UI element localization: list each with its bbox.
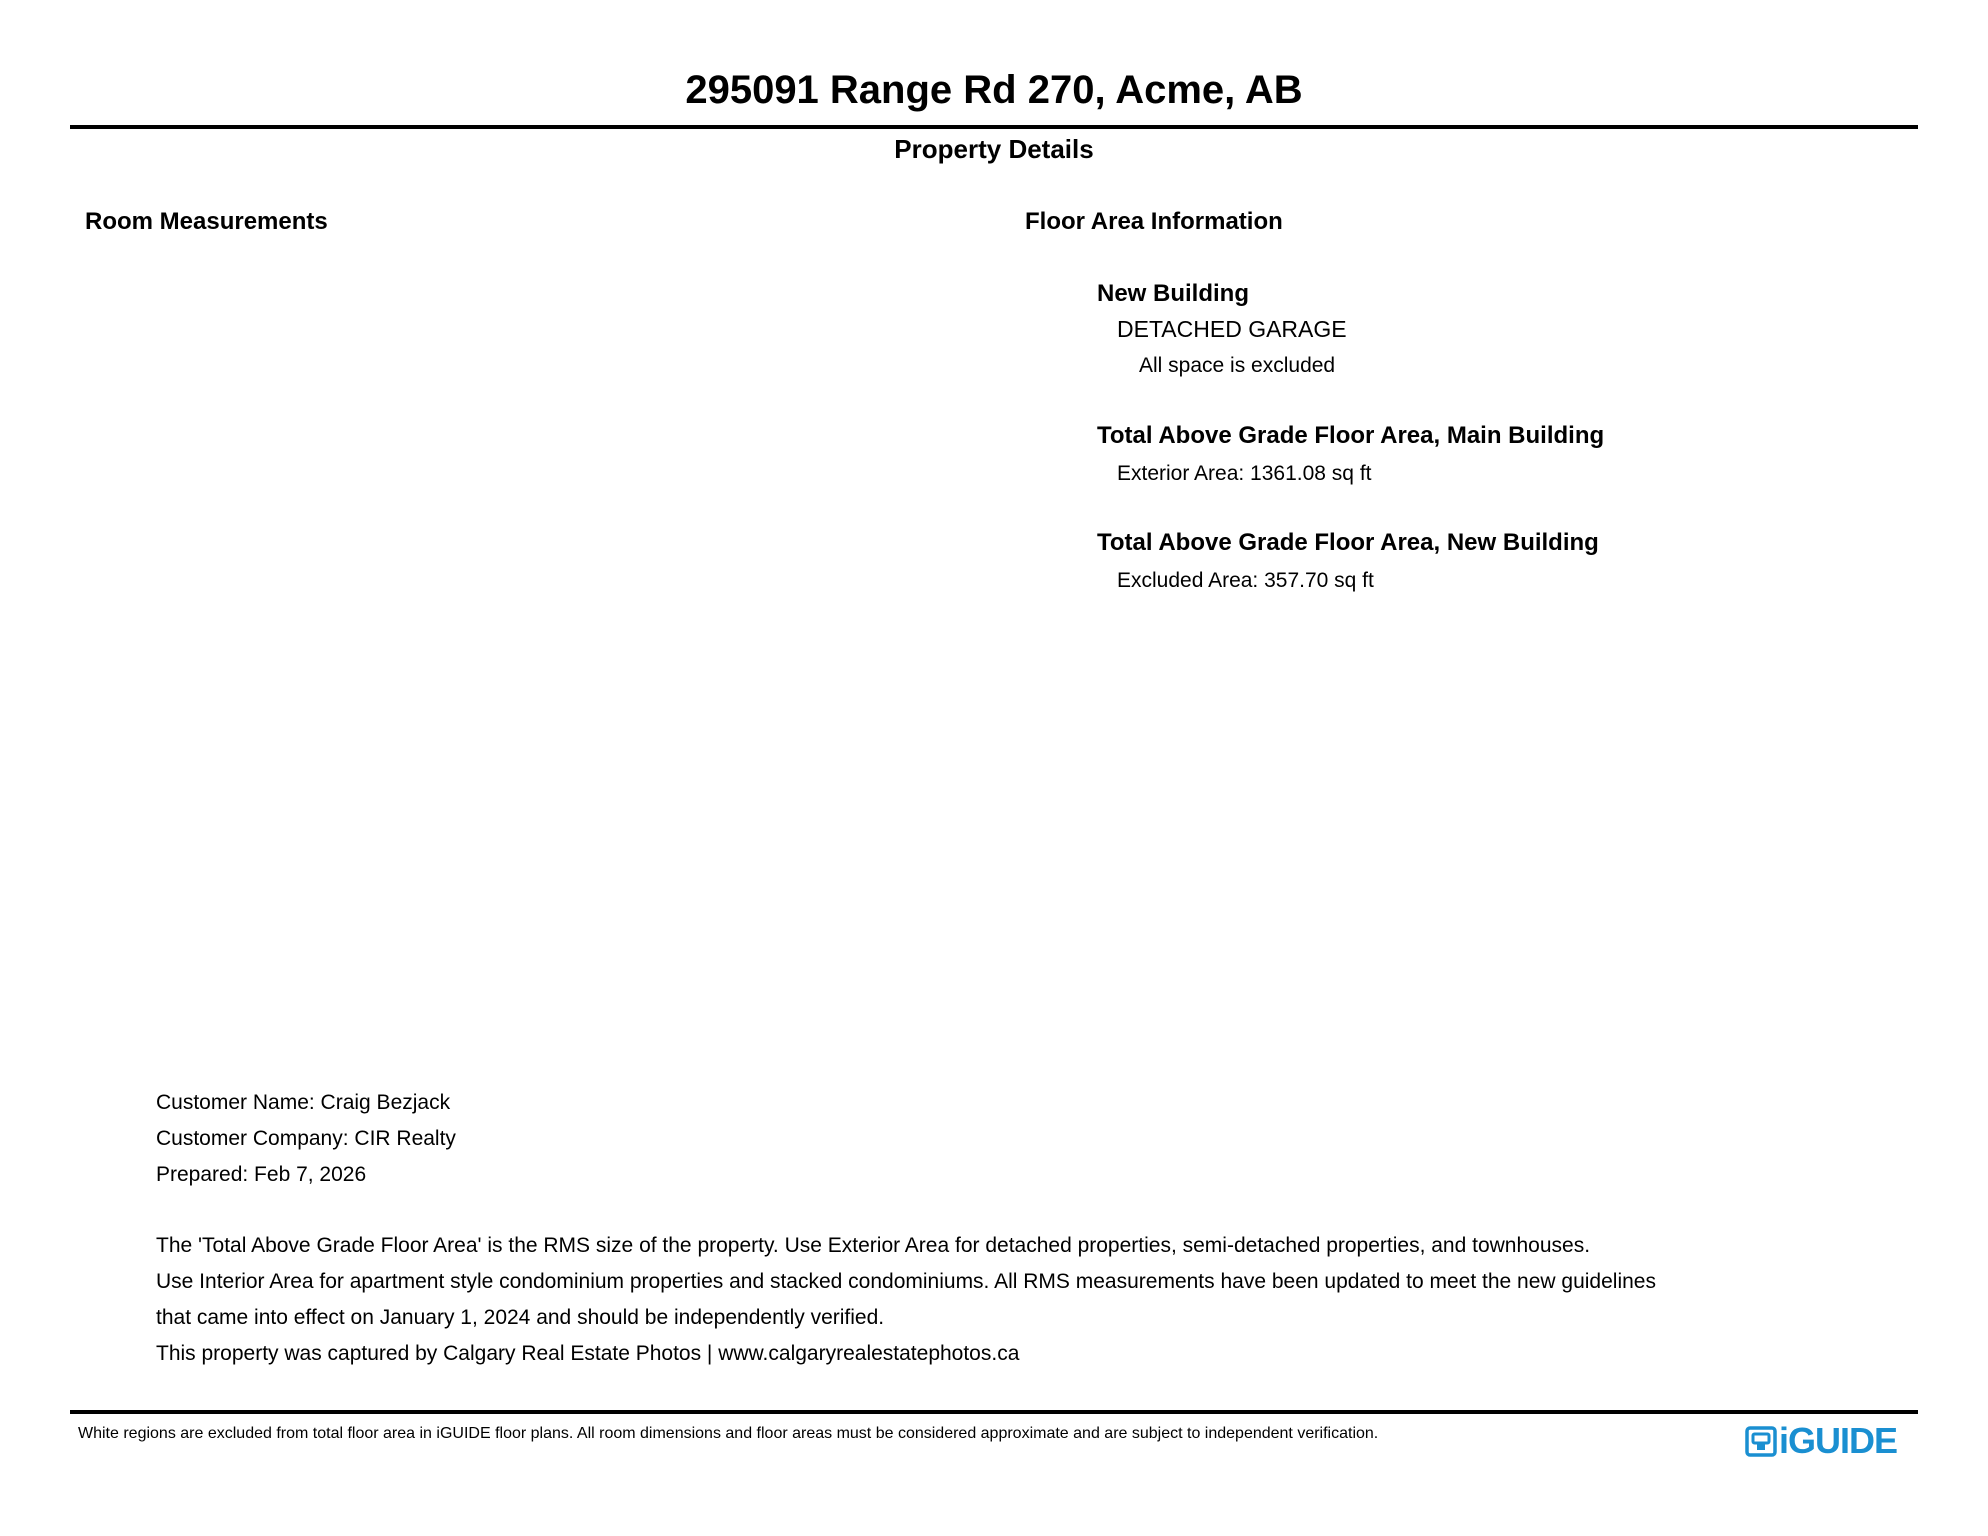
total-main-value: Exterior Area: 1361.08 sq ft xyxy=(1117,462,1372,485)
detached-garage-label: DETACHED GARAGE xyxy=(1117,316,1347,342)
total-new-value: Excluded Area: 357.70 sq ft xyxy=(1117,569,1374,592)
footer-divider xyxy=(70,1410,1918,1414)
iguide-logo-text: iGUIDE xyxy=(1779,1420,1898,1461)
notes-line-1: The 'Total Above Grade Floor Area' is the RMS size of the property. Use Exterior Area for detached properties, semi-detached properties, and townhouses. xyxy=(156,1234,1591,1257)
total-main-title: Total Above Grade Floor Area, Main Building xyxy=(1097,422,1605,449)
page-subtitle: Property Details xyxy=(894,134,1094,164)
total-new-title: Total Above Grade Floor Area, New Building xyxy=(1097,529,1599,556)
page-title: 295091 Range Rd 270, Acme, AB xyxy=(685,68,1303,112)
iguide-logo-icon xyxy=(1745,1424,1777,1458)
iguide-logo xyxy=(1745,1420,1897,1462)
notes-line-2: Use Interior Area for apartment style condominium properties and stacked condominiums. All RMS measurements have been updated to meet the new guidelines xyxy=(156,1270,1656,1293)
customer-company: Customer Company: CIR Realty xyxy=(156,1127,456,1150)
header-divider xyxy=(70,125,1918,129)
notes-line-4: This property was captured by Calgary Real Estate Photos | www.calgaryrealestatephotos.ca xyxy=(156,1342,1020,1365)
footer-disclaimer: White regions are excluded from total floor area in iGUIDE floor plans. All room dimensions and floor areas must be considered approximate and are subject to independent verification. xyxy=(78,1425,1379,1442)
customer-name: Customer Name: Craig Bezjack xyxy=(156,1091,451,1114)
excluded-note: All space is excluded xyxy=(1139,354,1336,377)
prepared-date: Prepared: Feb 7, 2026 xyxy=(156,1163,367,1186)
notes-line-3: that came into effect on January 1, 2024 and should be independently verified. xyxy=(156,1306,885,1329)
floor-area-heading: Floor Area Information xyxy=(1025,208,1283,235)
room-measurements-heading: Room Measurements xyxy=(85,208,328,235)
new-building-title: New Building xyxy=(1097,280,1249,307)
